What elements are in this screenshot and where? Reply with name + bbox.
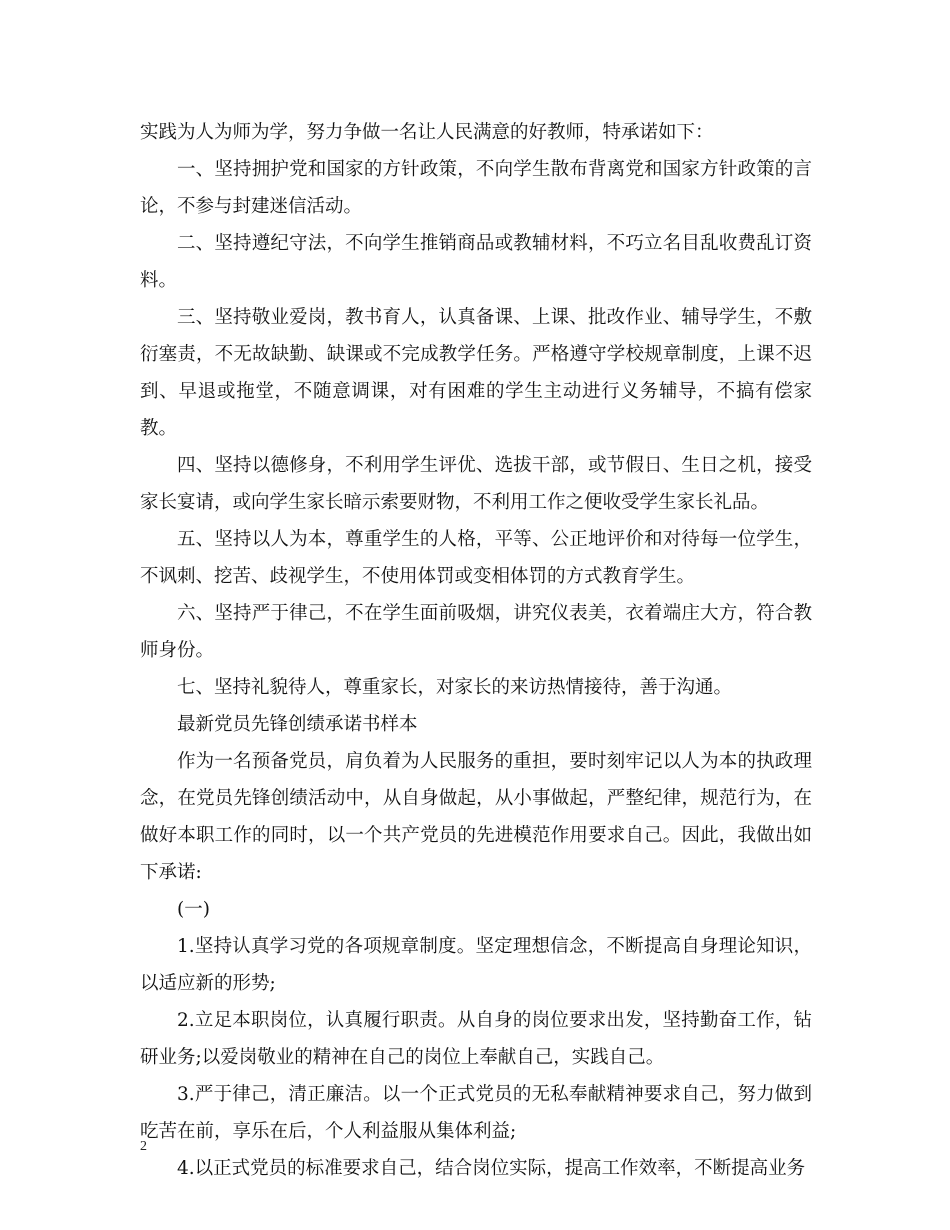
paragraph-pledge-7: 七、坚持礼貌待人，尊重家长，对家长的来访热情接待，善于沟通。 [177,677,733,698]
list-item-3: 3.严于律己，清正廉洁。以一个正式党员的无私奉献精神要求自己，努力做到吃苦在前，享乐在后，个人利益服从集体利益; [140,1084,812,1142]
paragraph-pledge-5: 五、坚持以人为本，尊重学生的人格，平等、公正地评价和对待每一位学生，不讽刺、挖苦、歧视学生，不使用体罚或变相体罚的方式教育学生。 [140,529,812,587]
list-item-4: 4.以正式党员的标准要求自己，结合岗位实际，提高工作效率，不断提高业务 [177,1158,806,1179]
paragraph-pledge-2: 二、坚持遵纪守法，不向学生推销商品或教辅材料，不巧立名目乱收费乱订资料。 [140,233,812,291]
list-item-2: 2.立足本职岗位，认真履行职责。从自身的岗位要求出发，坚持勤奋工作，钻研业务;以爱岗敬业的精神在自己的岗位上奉献自己，实践自己。 [140,1010,812,1068]
paragraph-pledge-6: 六、坚持严于律己，不在学生面前吸烟，讲究仪表美，衣着端庄大方，符合教师身份。 [140,603,812,661]
paragraph-pledge-4: 四、坚持以德修身，不利用学生评优、选拔干部，或节假日、生日之机，接受家长宴请，或向学生家长暗示索要财物，不利用工作之便收受学生家长礼品。 [140,455,812,513]
paragraph-party-intro: 作为一名预备党员，肩负着为人民服务的重担，要时刻牢记以人为本的执政理念，在党员先锋创绩活动中，从自身做起，从小事做起，严整纪律，规范行为，在做好本职工作的同时，以一个共产党员的先进模范作用要求自己。因此，我做出如下承诺: [140,751,812,883]
paragraph-intro-continuation: 实践为人为师为学，努力争做一名让人民满意的好教师，特承诺如下： [140,122,714,143]
paragraph-pledge-1: 一、坚持拥护党和国家的方针政策，不向学生散布背离党和国家方针政策的言论，不参与封建迷信活动。 [140,159,812,217]
paragraph-pledge-3: 三、坚持敬业爱岗，教书育人，认真备课、上课、批改作业、辅导学生，不敷衍塞责，不无故缺勤、缺课或不完成教学任务。严格遵守学校规章制度，上课不迟到、早退或拖堂，不随意调课，对有困难的学生主动进行义务辅导，不搞有偿家教。 [140,307,812,439]
document-body [140,114,812,1187]
section-marker: (一) [177,899,210,920]
section-title: 最新党员先锋创绩承诺书样本 [177,714,418,735]
page-number: 2 [140,1139,147,1154]
list-item-1: 1.坚持认真学习党的各项规章制度。坚定理想信念，不断提高自身理论知识，以适应新的形势; [140,936,812,994]
